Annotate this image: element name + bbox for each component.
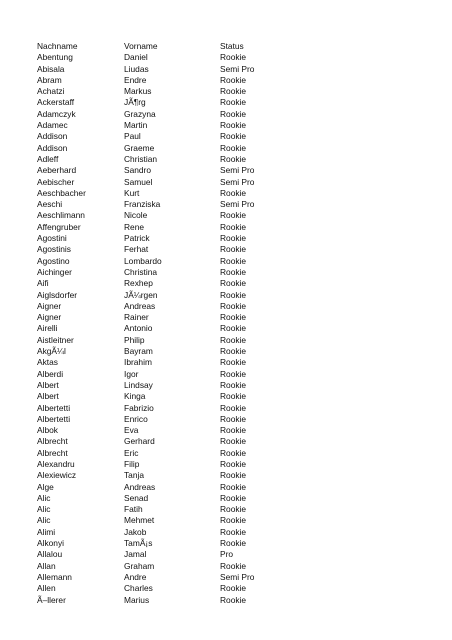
cell-nachname: Agostinis	[37, 244, 71, 255]
cell-nachname: Albert	[37, 391, 59, 402]
cell-nachname: Aeberhard	[37, 165, 77, 176]
table-row	[37, 403, 417, 414]
cell-nachname: Aktas	[37, 357, 58, 368]
cell-vorname: Paul	[124, 131, 141, 142]
cell-vorname: Andre	[124, 571, 147, 582]
cell-nachname: Adamec	[37, 120, 68, 131]
cell-nachname: Alkonyi	[37, 538, 64, 549]
table-row	[37, 482, 417, 493]
cell-status: Semi Pro	[220, 63, 255, 74]
cell-status: Rookie	[220, 289, 247, 300]
table-row	[37, 97, 417, 108]
cell-status: Rookie	[220, 515, 247, 526]
table-row	[37, 448, 417, 459]
cell-nachname: Aigner	[37, 300, 62, 311]
cell-status: Rookie	[220, 108, 247, 119]
table-row	[37, 323, 417, 334]
cell-nachname: Aebischer	[37, 176, 75, 187]
cell-status: Rookie	[220, 379, 247, 390]
header-row	[37, 41, 417, 52]
cell-nachname: Albertetti	[37, 413, 71, 424]
cell-vorname: Igor	[124, 368, 139, 379]
cell-status: Semi Pro	[220, 165, 255, 176]
table-row	[37, 515, 417, 526]
cell-vorname: Mehmet	[124, 515, 155, 526]
table-row	[37, 109, 417, 120]
cell-status: Rookie	[220, 97, 247, 108]
cell-vorname: Filip	[124, 458, 140, 469]
cell-nachname: Alberdi	[37, 368, 64, 379]
cell-nachname: Abisala	[37, 63, 65, 74]
cell-status: Rookie	[220, 74, 247, 85]
table-row	[37, 504, 417, 515]
cell-status: Rookie	[220, 244, 247, 255]
cell-status: Rookie	[220, 334, 247, 345]
cell-status: Rookie	[220, 458, 247, 469]
cell-nachname: Addison	[37, 142, 68, 153]
table-row	[37, 436, 417, 447]
cell-nachname: Aeschi	[37, 199, 63, 210]
cell-vorname: Christina	[124, 266, 158, 277]
cell-vorname: Sandro	[124, 165, 152, 176]
cell-vorname: Kurt	[124, 187, 140, 198]
cell-vorname: Grazyna	[124, 108, 156, 119]
table-row	[37, 244, 417, 255]
cell-status: Rookie	[220, 187, 247, 198]
table-row	[37, 572, 417, 583]
table-row	[37, 177, 417, 188]
cell-vorname: Ferhat	[124, 244, 149, 255]
cell-vorname: Rainer	[124, 312, 149, 323]
cell-vorname: Jamal	[124, 549, 147, 560]
cell-nachname: Affengruber	[37, 221, 81, 232]
table-row	[37, 538, 417, 549]
cell-vorname: Liudas	[124, 63, 149, 74]
cell-vorname: JÃ¼rgen	[124, 289, 158, 300]
cell-vorname: Lindsay	[124, 379, 153, 390]
cell-nachname: Alic	[37, 515, 51, 526]
cell-vorname: Gerhard	[124, 436, 155, 447]
cell-nachname: Albrecht	[37, 436, 68, 447]
cell-status: Semi Pro	[220, 176, 255, 187]
cell-status: Rookie	[220, 492, 247, 503]
cell-status: Rookie	[220, 425, 247, 436]
cell-status: Rookie	[220, 312, 247, 323]
cell-vorname: Ibrahim	[124, 357, 152, 368]
cell-vorname: Endre	[124, 74, 147, 85]
table-row	[37, 86, 417, 97]
cell-nachname: Abentung	[37, 52, 73, 63]
table-row	[37, 380, 417, 391]
cell-status: Rookie	[220, 233, 247, 244]
cell-nachname: Aeschbacher	[37, 187, 86, 198]
cell-vorname: Enrico	[124, 413, 148, 424]
table-row	[37, 120, 417, 131]
table-row	[37, 369, 417, 380]
table-row	[37, 414, 417, 425]
cell-vorname: Charles	[124, 583, 153, 594]
table-row	[37, 75, 417, 86]
table-row	[37, 64, 417, 75]
cell-vorname: TamÃ¡s	[124, 538, 153, 549]
table-row	[37, 143, 417, 154]
cell-nachname: Aigner	[37, 312, 62, 323]
cell-nachname: Aistleitner	[37, 334, 74, 345]
cell-vorname: Patrick	[124, 233, 150, 244]
cell-nachname: Aifi	[37, 278, 49, 289]
cell-vorname: Daniel	[124, 52, 148, 63]
cell-status: Rookie	[220, 504, 247, 515]
cell-status: Rookie	[220, 560, 247, 571]
cell-status: Rookie	[220, 142, 247, 153]
cell-vorname: Lombardo	[124, 255, 162, 266]
cell-nachname: Ã–llerer	[37, 594, 66, 605]
cell-vorname: Graham	[124, 560, 155, 571]
cell-status: Rookie	[220, 346, 247, 357]
cell-vorname: Christian	[124, 153, 158, 164]
cell-vorname: Martin	[124, 120, 148, 131]
table-row	[37, 470, 417, 481]
table-row	[37, 459, 417, 470]
cell-nachname: Airelli	[37, 323, 58, 334]
cell-vorname: Antonio	[124, 323, 153, 334]
cell-status: Rookie	[220, 357, 247, 368]
cell-status: Rookie	[220, 221, 247, 232]
cell-nachname: Aiglsdorfer	[37, 289, 78, 300]
table-row	[37, 52, 417, 63]
cell-status: Rookie	[220, 436, 247, 447]
cell-vorname: Samuel	[124, 176, 153, 187]
cell-nachname: Albertetti	[37, 402, 71, 413]
cell-nachname: Agostino	[37, 255, 70, 266]
cell-vorname: Philip	[124, 334, 145, 345]
cell-nachname: Alexandru	[37, 458, 75, 469]
header-status: Status	[220, 41, 244, 51]
cell-status: Rookie	[220, 594, 247, 605]
table-row	[37, 312, 417, 323]
cell-vorname: Bayram	[124, 346, 153, 357]
cell-vorname: Senad	[124, 492, 149, 503]
header-vorname: Vorname	[124, 41, 158, 51]
cell-status: Rookie	[220, 278, 247, 289]
cell-status: Rookie	[220, 266, 247, 277]
cell-nachname: Allemann	[37, 571, 72, 582]
table-row	[37, 527, 417, 538]
cell-nachname: Albrecht	[37, 447, 68, 458]
cell-status: Rookie	[220, 368, 247, 379]
cell-vorname: Graeme	[124, 142, 155, 153]
cell-nachname: AkgÃ¼l	[37, 346, 66, 357]
cell-nachname: Adamczyk	[37, 108, 76, 119]
cell-status: Semi Pro	[220, 199, 255, 210]
cell-status: Rookie	[220, 131, 247, 142]
cell-nachname: Allen	[37, 583, 56, 594]
cell-status: Semi Pro	[220, 571, 255, 582]
table-row	[37, 595, 417, 606]
cell-vorname: Rexhep	[124, 278, 153, 289]
cell-nachname: Alge	[37, 481, 54, 492]
cell-vorname: Marius	[124, 594, 150, 605]
table-row	[37, 493, 417, 504]
table-row	[37, 549, 417, 560]
cell-nachname: Achatzi	[37, 86, 65, 97]
cell-vorname: Fatih	[124, 504, 143, 515]
table-row	[37, 301, 417, 312]
cell-nachname: Allalou	[37, 549, 63, 560]
cell-nachname: Ackerstaff	[37, 97, 75, 108]
cell-status: Rookie	[220, 402, 247, 413]
cell-status: Rookie	[220, 323, 247, 334]
header-nachname: Nachname	[37, 41, 78, 51]
cell-vorname: Andreas	[124, 300, 156, 311]
cell-nachname: Allan	[37, 560, 56, 571]
cell-status: Rookie	[220, 255, 247, 266]
table-row	[37, 154, 417, 165]
cell-nachname: Agostini	[37, 233, 67, 244]
cell-status: Rookie	[220, 583, 247, 594]
table-row	[37, 346, 417, 357]
cell-vorname: Andreas	[124, 481, 156, 492]
cell-status: Rookie	[220, 538, 247, 549]
table-row	[37, 210, 417, 221]
cell-status: Rookie	[220, 447, 247, 458]
cell-nachname: Alic	[37, 504, 51, 515]
table-row	[37, 188, 417, 199]
table-row	[37, 222, 417, 233]
cell-vorname: Eric	[124, 447, 139, 458]
cell-nachname: Alimi	[37, 526, 56, 537]
cell-nachname: Alexiewicz	[37, 470, 77, 481]
table-row	[37, 583, 417, 594]
cell-status: Rookie	[220, 300, 247, 311]
cell-status: Rookie	[220, 86, 247, 97]
table-row	[37, 256, 417, 267]
cell-status: Rookie	[220, 153, 247, 164]
table-row	[37, 131, 417, 142]
cell-status: Rookie	[220, 526, 247, 537]
player-table	[37, 41, 417, 606]
cell-vorname: Jakob	[124, 526, 147, 537]
table-row	[37, 357, 417, 368]
cell-vorname: JÃ¶rg	[124, 97, 146, 108]
cell-status: Pro	[220, 549, 234, 560]
cell-nachname: Alic	[37, 492, 51, 503]
table-row	[37, 165, 417, 176]
table-row	[37, 278, 417, 289]
cell-nachname: Adleff	[37, 153, 59, 164]
table-row	[37, 425, 417, 436]
table-row	[37, 267, 417, 278]
cell-vorname: Eva	[124, 425, 139, 436]
cell-vorname: Fabrizio	[124, 402, 154, 413]
cell-vorname: Rene	[124, 221, 145, 232]
cell-status: Rookie	[220, 391, 247, 402]
cell-status: Rookie	[220, 481, 247, 492]
cell-vorname: Markus	[124, 86, 152, 97]
cell-nachname: Albert	[37, 379, 59, 390]
table-row	[37, 290, 417, 301]
cell-vorname: Franziska	[124, 199, 161, 210]
cell-nachname: Addison	[37, 131, 68, 142]
cell-status: Rookie	[220, 120, 247, 131]
cell-vorname: Tanja	[124, 470, 145, 481]
table-row	[37, 391, 417, 402]
table-row	[37, 335, 417, 346]
cell-nachname: Abram	[37, 74, 62, 85]
cell-status: Rookie	[220, 52, 247, 63]
cell-vorname: Nicole	[124, 210, 148, 221]
table-row	[37, 561, 417, 572]
cell-status: Rookie	[220, 413, 247, 424]
cell-nachname: Albok	[37, 425, 58, 436]
cell-nachname: Aeschlimann	[37, 210, 85, 221]
table-row	[37, 233, 417, 244]
cell-status: Rookie	[220, 210, 247, 221]
table-body	[37, 52, 417, 606]
cell-status: Rookie	[220, 470, 247, 481]
table-row	[37, 199, 417, 210]
cell-nachname: Aichinger	[37, 266, 72, 277]
cell-vorname: Kinga	[124, 391, 146, 402]
